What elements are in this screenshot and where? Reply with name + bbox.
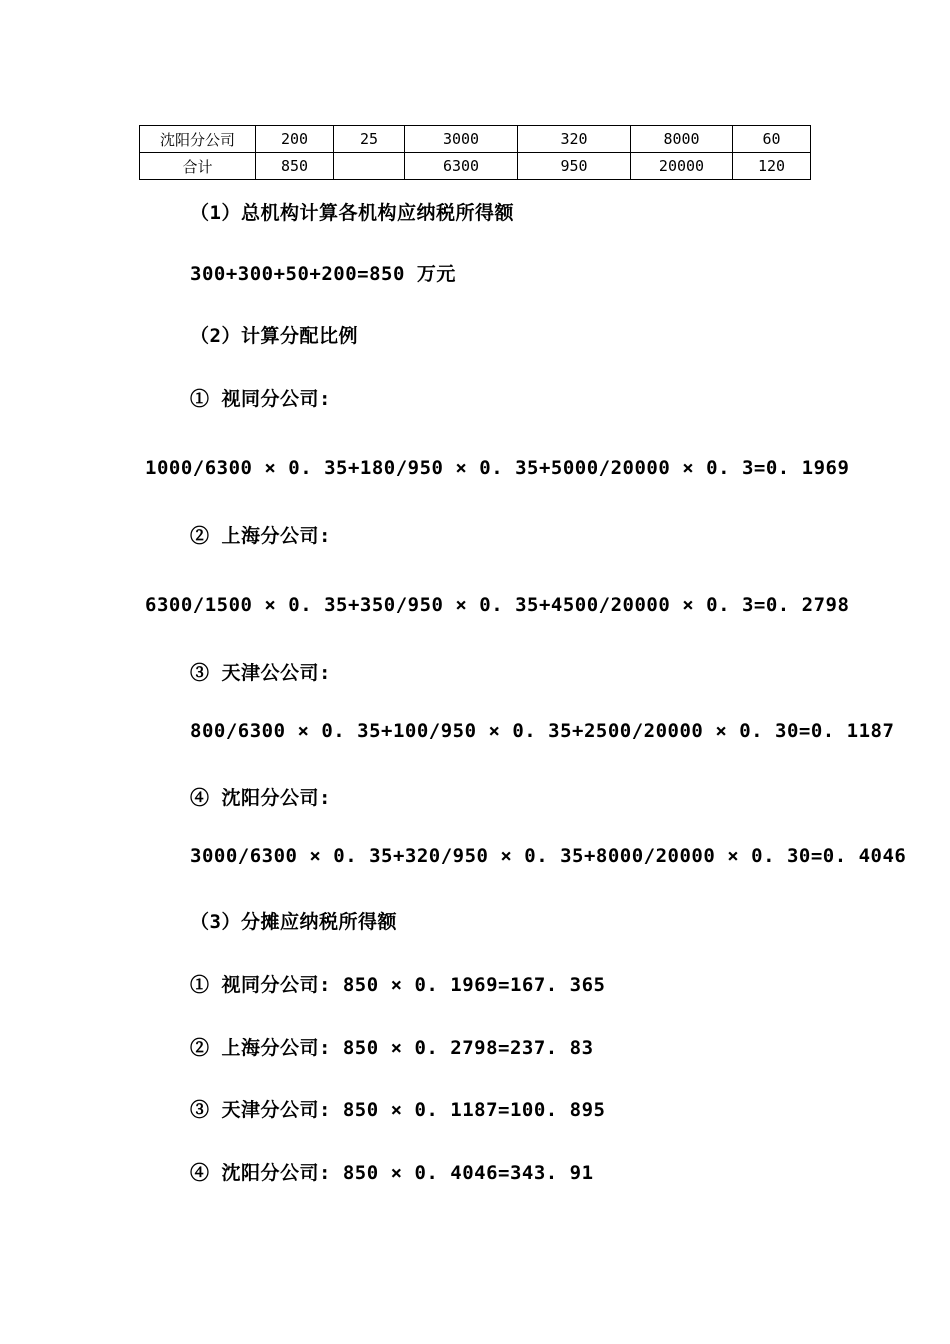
ratio-formula: 6300/1500 × 0. 35+350/950 × 0. 35+4500/20000 × 0. 3=0. 2798 [145, 594, 850, 616]
table-cell: 3000 [405, 126, 518, 153]
table-cell [334, 153, 405, 180]
table-cell: 25 [334, 126, 405, 153]
total-income-formula: 300+300+50+200=850 万元 [190, 263, 456, 285]
table-cell: 20000 [631, 153, 733, 180]
item-label: ② 上海分公司: [190, 525, 331, 547]
table-cell: 320 [518, 126, 631, 153]
section-heading-1: （1）总机构计算各机构应纳税所得额 [190, 202, 514, 224]
section-heading-2: （2）计算分配比例 [190, 325, 358, 347]
table-cell: 沈阳分公司 [140, 126, 256, 153]
table-cell: 950 [518, 153, 631, 180]
item-label: ④ 沈阳分公司: [190, 787, 331, 809]
table-cell: 60 [733, 126, 811, 153]
ratio-formula: 1000/6300 × 0. 35+180/950 × 0. 35+5000/20000 × 0. 3=0. 1969 [145, 457, 850, 479]
table-cell: 合计 [140, 153, 256, 180]
table-cell: 120 [733, 153, 811, 180]
ratio-formula: 3000/6300 × 0. 35+320/950 × 0. 35+8000/20000 × 0. 30=0. 4046 [190, 845, 907, 867]
table-row [140, 153, 811, 180]
table-cell: 850 [256, 153, 334, 180]
table-cell: 6300 [405, 153, 518, 180]
allocation-line: ④ 沈阳分公司: 850 × 0. 4046=343. 91 [190, 1162, 594, 1184]
item-label: ① 视同分公司: [190, 388, 331, 410]
branch-data-table [139, 125, 811, 180]
item-label: ③ 天津公公司: [190, 662, 331, 684]
allocation-line: ① 视同分公司: 850 × 0. 1969=167. 365 [190, 974, 606, 996]
ratio-formula: 800/6300 × 0. 35+100/950 × 0. 35+2500/20000 × 0. 30=0. 1187 [190, 720, 895, 742]
allocation-line: ② 上海分公司: 850 × 0. 2798=237. 83 [190, 1037, 594, 1059]
table-cell: 8000 [631, 126, 733, 153]
table-row [140, 126, 811, 153]
table-cell: 200 [256, 126, 334, 153]
section-heading-3: （3）分摊应纳税所得额 [190, 911, 397, 933]
allocation-line: ③ 天津分公司: 850 × 0. 1187=100. 895 [190, 1099, 606, 1121]
